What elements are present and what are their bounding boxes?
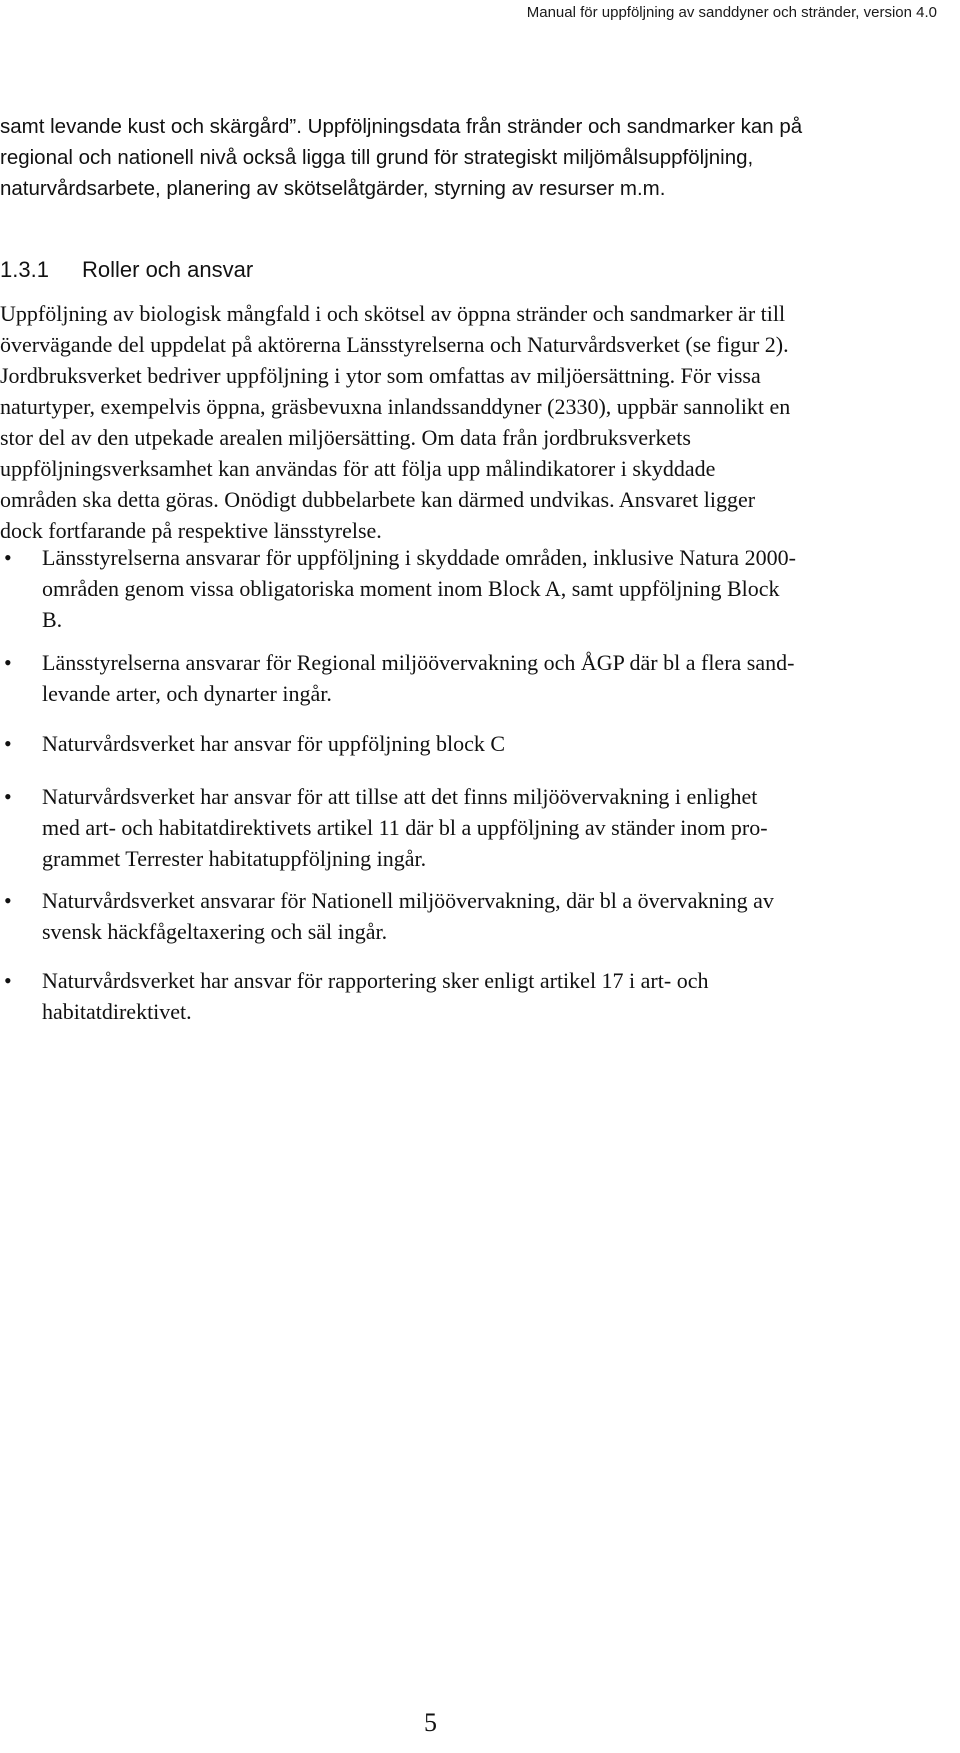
list-item-line: Naturvårdsverket har ansvar för rapportering sker enligt artikel 17 i art- och — [42, 968, 709, 993]
list-item-line: Naturvårdsverket har ansvar för uppföljning block C — [42, 731, 506, 756]
list-item-line: svensk häckfågeltaxering och säl ingår. — [42, 919, 388, 944]
running-header: Manual för uppföljning av sanddyner och stränder, version 4.0 — [526, 4, 937, 21]
list-item-text — [42, 965, 937, 1027]
intro-line: samt levande kust och skärgård”. Uppföljningsdata från stränder och sandmarker kan på — [0, 115, 803, 138]
list-item-text — [42, 542, 937, 635]
list-item-line: habitatdirektivet. — [42, 999, 192, 1024]
list-item-line: levande arter, och dynarter ingår. — [42, 681, 332, 706]
section-title: Roller och ansvar — [82, 257, 254, 282]
list-item-text — [42, 885, 937, 947]
bullet-icon: • — [4, 888, 12, 913]
bullet-icon: • — [4, 650, 12, 675]
list-item-line: med art- och habitatdirektivets artikel 11 där bl a uppföljning av ständer inom pro- — [42, 815, 768, 840]
list-item-text — [42, 647, 937, 709]
list-item-text — [42, 728, 937, 759]
page-number: 5 — [424, 1708, 437, 1737]
list-item-line: B. — [42, 607, 63, 632]
body-line: dock fortfarande på respektive länsstyrelse. — [0, 518, 382, 543]
body-line: övervägande del uppdelat på aktörerna Länsstyrelserna och Naturvårdsverket (se figur 2). — [0, 332, 789, 357]
list-item-line: Naturvårdsverket ansvarar för Nationell miljöövervakning, där bl a övervakning av — [42, 888, 774, 913]
bullet-icon: • — [4, 731, 12, 756]
list-item-line: Naturvårdsverket har ansvar för att tillse att det finns miljöövervakning i enlighet — [42, 784, 758, 809]
body-line: Jordbruksverket bedriver uppföljning i ytor som omfattas av miljöersättning. För vissa — [0, 363, 761, 388]
list-item-text — [42, 781, 937, 874]
body-line: områden ska detta göras. Onödigt dubbelarbete kan därmed undvikas. Ansvaret ligger — [0, 487, 756, 512]
section-number: 1.3.1 — [0, 257, 49, 282]
intro-line: naturvårdsarbete, planering av skötselåtgärder, styrning av resurser m.m. — [0, 177, 666, 200]
bullet-icon: • — [4, 784, 12, 809]
body-line: naturtyper, exempelvis öppna, gräsbevuxna inlandssanddyner (2330), uppbär sannolikt en — [0, 394, 791, 419]
bullet-icon: • — [4, 968, 12, 993]
list-item-line: Länsstyrelserna ansvarar för uppföljning i skyddade områden, inklusive Natura 2000- — [42, 545, 796, 570]
intro-line: regional och nationell nivå också ligga till grund för strategiskt miljömålsuppföljning, — [0, 146, 754, 169]
list-item-line: Länsstyrelserna ansvarar för Regional miljöövervakning och ÅGP där bl a flera sand- — [42, 650, 795, 675]
list-item-line: grammet Terrester habitatuppföljning ingår. — [42, 846, 427, 871]
list-item-line: områden genom vissa obligatoriska moment inom Block A, samt uppföljning Block — [42, 576, 780, 601]
body-line: stor del av den utpekade arealen miljöersätting. Om data från jordbruksverkets — [0, 425, 691, 450]
body-paragraph — [0, 298, 935, 546]
body-line: Uppföljning av biologisk mångfald i och skötsel av öppna stränder och sandmarker är till — [0, 301, 786, 326]
intro-paragraph — [0, 111, 935, 204]
bullet-icon: • — [4, 545, 12, 570]
body-line: uppföljningsverksamhet kan användas för att följa upp målindikatorer i skyddade — [0, 456, 716, 481]
section-heading — [0, 254, 253, 286]
